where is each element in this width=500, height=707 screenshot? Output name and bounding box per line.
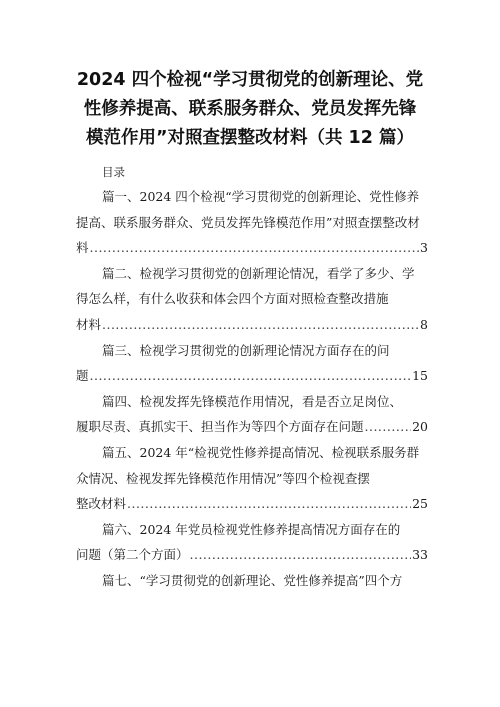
dot-leader	[90, 235, 420, 261]
toc-entry[interactable]	[76, 517, 428, 568]
toc-entry-leader	[76, 491, 428, 517]
toc-page-number: 33	[412, 547, 428, 563]
toc-page-number: 8	[420, 316, 428, 332]
toc-entry-leader	[76, 542, 428, 568]
toc-entry-text: 得怎么样，有什么收获和体会四个方面对照检查整改措施	[76, 291, 389, 307]
toc-entry-text: 料	[76, 240, 89, 256]
toc-entry-text: 篇四、检视发挥先锋模范作用情况，看是否立足岗位、	[102, 393, 403, 409]
toc-entry-text: 众情况、检视发挥先锋模范作用情况”等四个检视查摆	[76, 470, 370, 486]
toc-entry[interactable]	[76, 338, 428, 389]
toc-entry-text: 提高、联系服务群众、党员发挥先锋模范作用”对照查摆整改材	[76, 214, 420, 230]
dot-leader	[190, 542, 412, 568]
toc-entry[interactable]	[76, 261, 428, 338]
dot-leader	[102, 312, 419, 338]
table-of-contents	[76, 184, 428, 594]
toc-entry-text: 篇一、2024 四个检视“学习贯彻党的创新理论、党性修养	[102, 189, 420, 204]
toc-entry-text: 篇二、检视学习贯彻党的创新理论情况，看学了多少、学	[102, 265, 415, 281]
dot-leader	[365, 414, 412, 440]
toc-entry[interactable]	[76, 440, 428, 517]
toc-entry-leader	[76, 235, 428, 261]
toc-entry-text: 问题（第二个方面）	[76, 547, 189, 563]
toc-page-number: 25	[412, 496, 428, 512]
toc-entry-text: 整改材料	[76, 496, 127, 512]
document-title	[62, 66, 438, 153]
toc-entry-text: 篇七、“学习贯彻党的创新理论、党性修养提高”四个方	[102, 572, 403, 588]
title-line: 性修养提高、联系服务群众、党员发挥先锋	[83, 99, 417, 119]
toc-entry-leader	[76, 363, 428, 389]
toc-heading: 目录	[102, 165, 125, 179]
toc-entry-text: 材料	[76, 316, 102, 332]
toc-page-number: 20	[412, 419, 428, 435]
toc-entry-text: 篇六、2024 年党员检视党性修养提高情况方面存在的	[102, 521, 401, 537]
toc-entry-text: 篇五、2024 年“检视党性修养提高情况、检视联系服务群	[102, 444, 420, 460]
toc-entry[interactable]	[76, 184, 428, 261]
toc-entry[interactable]	[76, 389, 428, 440]
toc-page-number: 15	[412, 368, 428, 384]
title-line: 2024 四个检视“学习贯彻党的创新理论、党	[76, 70, 424, 90]
toc-entry-text: 题	[76, 368, 89, 384]
toc-entry-leader	[76, 312, 428, 338]
toc-entry[interactable]	[76, 568, 428, 594]
toc-page-number: 3	[420, 240, 428, 256]
dot-leader	[127, 491, 411, 517]
dot-leader	[90, 363, 412, 389]
toc-entry-leader	[76, 414, 428, 440]
title-line: 模范作用”对照查摆整改材料（共 12 篇）	[85, 128, 415, 148]
toc-entry-text: 篇三、检视学习贯彻党的创新理论情况方面存在的问	[102, 342, 390, 358]
toc-entry-text: 履职尽责、真抓实干、担当作为等四个方面存在问题	[76, 419, 364, 435]
